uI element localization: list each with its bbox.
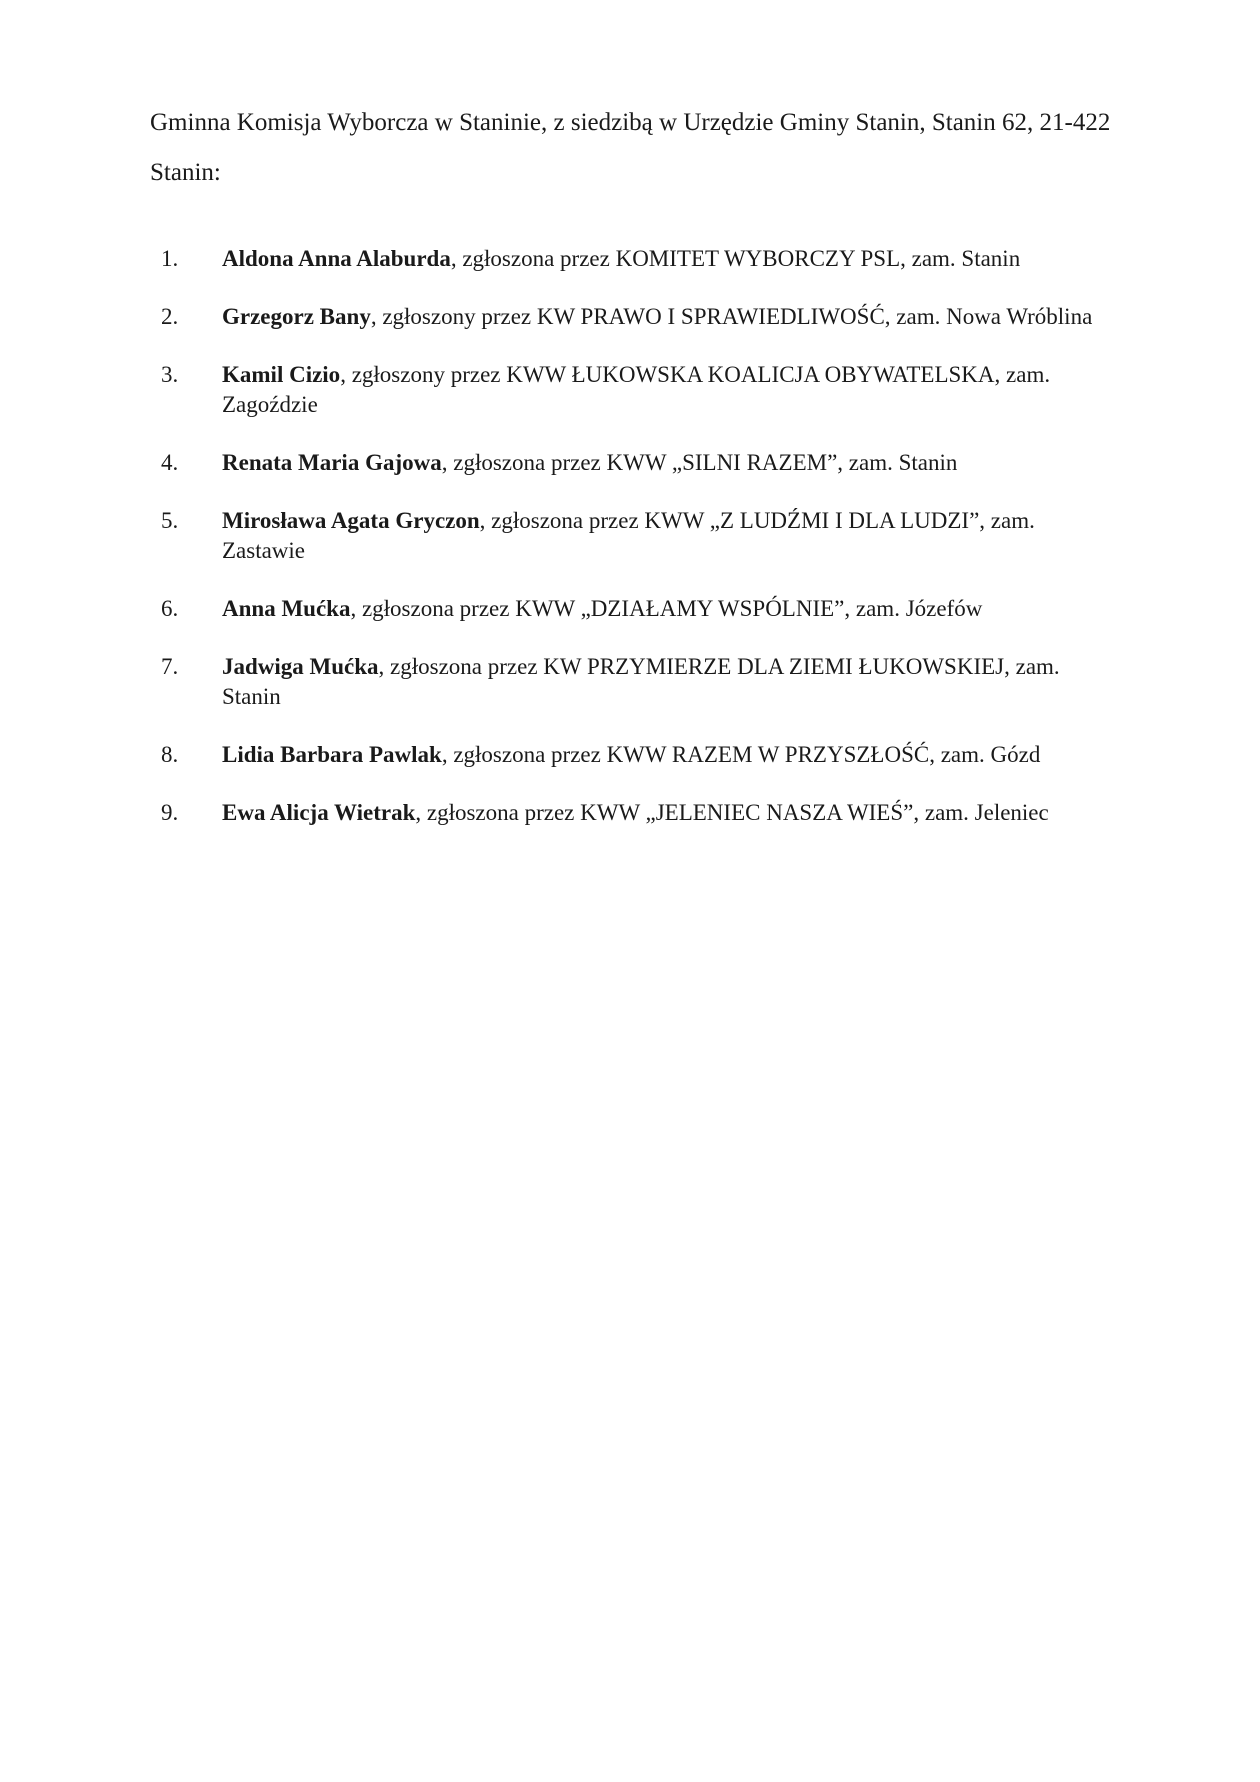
list-item (150, 302, 1110, 332)
list-item (150, 798, 1110, 828)
document-header: Gminna Komisja Wyborcza w Staninie, z siedzibą w Urzędzie Gminy Stanin, Stanin 62, 21-422 Stanin: (150, 109, 1111, 186)
item-number: 1. (161, 246, 179, 271)
list-item (150, 740, 1110, 770)
list-item (150, 506, 1110, 566)
list-item (150, 652, 1110, 712)
item-number: 2. (161, 304, 179, 329)
list-item (150, 594, 1110, 624)
member-details: , zgłoszona przez KWW „Z LUDŹMI I DLA LUDZI”, zam. Zastawie (222, 508, 1035, 563)
member-list (150, 244, 1110, 856)
item-number: 6. (161, 596, 179, 621)
member-name: Mirosława Agata Gryczon (222, 508, 480, 533)
member-details: , zgłoszony przez KW PRAWO I SPRAWIEDLIWOŚĆ, zam. Nowa Wróblina (370, 304, 1093, 329)
member-name: Renata Maria Gajowa (222, 450, 442, 475)
item-number: 3. (161, 362, 179, 387)
member-details: , zgłoszony przez KWW ŁUKOWSKA KOALICJA OBYWATELSKA, zam. Zagoździe (222, 362, 1051, 417)
item-number: 4. (161, 450, 179, 475)
member-details: , zgłoszona przez KWW „SILNI RAZEM”, zam. Stanin (441, 450, 958, 475)
member-details: , zgłoszona przez KWW RAZEM W PRZYSZŁOŚĆ, zam. Gózd (441, 742, 1041, 767)
list-item (150, 448, 1110, 478)
member-name: Lidia Barbara Pawlak (222, 742, 442, 767)
member-name: Anna Mućka (222, 596, 351, 621)
member-name: Grzegorz Bany (222, 304, 371, 329)
member-name: Aldona Anna Alaburda (222, 246, 451, 271)
member-name: Kamil Cizio (222, 362, 341, 387)
member-details: , zgłoszona przez KOMITET WYBORCZY PSL, zam. Stanin (450, 246, 1021, 271)
item-number: 5. (161, 508, 179, 533)
member-details: , zgłoszona przez KWW „JELENIEC NASZA WIEŚ”, zam. Jeleniec (415, 800, 1049, 825)
item-number: 7. (161, 654, 179, 679)
member-details: , zgłoszona przez KW PRZYMIERZE DLA ZIEMI ŁUKOWSKIEJ, zam. Stanin (222, 654, 1060, 709)
member-name: Jadwiga Mućka (222, 654, 379, 679)
item-number: 9. (161, 800, 179, 825)
member-name: Ewa Alicja Wietrak (222, 800, 416, 825)
list-item (150, 244, 1110, 274)
item-number: 8. (161, 742, 179, 767)
list-item (150, 360, 1110, 420)
member-details: , zgłoszona przez KWW „DZIAŁAMY WSPÓLNIE”, zam. Józefów (350, 596, 983, 621)
